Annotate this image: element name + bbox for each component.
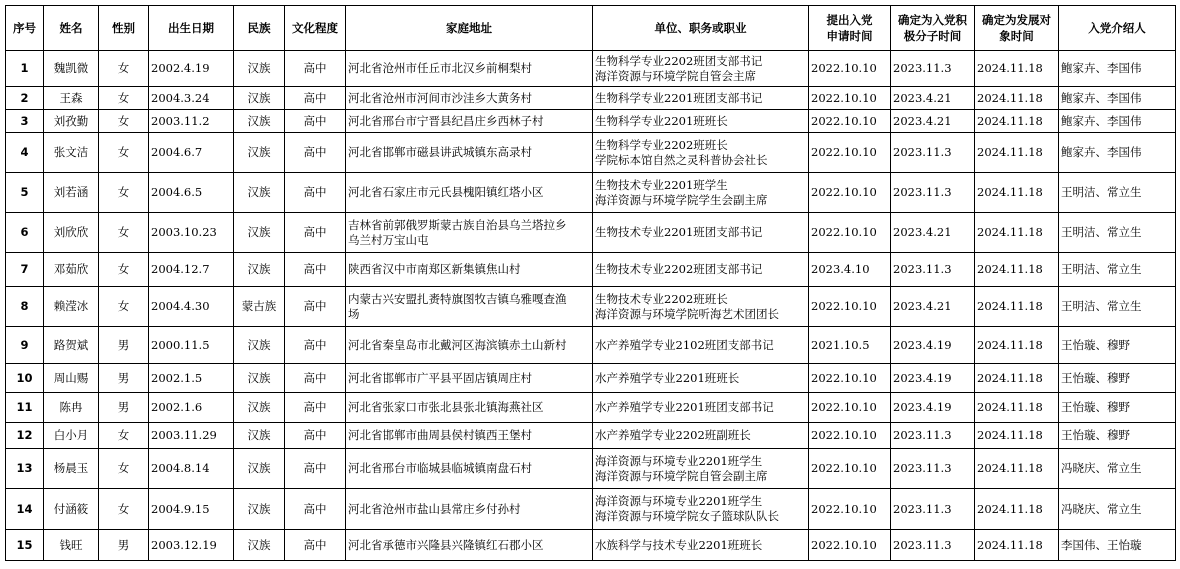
education-cell: 高中 [285,253,346,287]
introducers-cell: 王怡璇、穆野 [1059,423,1176,449]
introducers-cell: 鲍家卉、李国伟 [1059,133,1176,173]
birth-date-cell: 2003.11.29 [149,423,234,449]
position-cell [593,327,809,364]
index-cell: 14 [6,489,44,530]
index-cell: 2 [6,87,44,110]
gender-cell: 女 [99,87,149,110]
birth-date-cell: 2004.3.24 [149,87,234,110]
position-line: 海洋资源与环境学院自管会副主席 [595,468,768,483]
birth-date-cell: 2004.4.30 [149,287,234,327]
application-date-cell: 2022.10.10 [809,51,891,87]
position-line: 海洋资源与环境专业2201班学生 [595,494,763,508]
birth-date-cell: 2004.6.5 [149,173,234,213]
development-date-cell: 2024.11.18 [975,51,1059,87]
header-row [6,6,1176,51]
birth-date-cell: 2004.9.15 [149,489,234,530]
ethnicity-cell: 汉族 [234,393,285,423]
header-activist-date [891,6,975,51]
position-line: 生物技术专业2201班团支部书记 [595,225,763,239]
ethnicity-cell: 汉族 [234,489,285,530]
table-row [6,423,1176,449]
education-cell: 高中 [285,133,346,173]
introducers-cell: 王明洁、常立生 [1059,287,1176,327]
gender-cell: 男 [99,393,149,423]
development-date-cell: 2024.11.18 [975,253,1059,287]
development-date-cell: 2024.11.18 [975,423,1059,449]
ethnicity-cell: 汉族 [234,51,285,87]
table-row [6,449,1176,489]
development-date-cell: 2024.11.18 [975,364,1059,393]
development-date-cell: 2024.11.18 [975,87,1059,110]
application-date-cell: 2023.4.10 [809,253,891,287]
development-date-cell: 2024.11.18 [975,327,1059,364]
header-line: 申请时间 [826,29,873,43]
index-cell: 12 [6,423,44,449]
ethnicity-cell: 汉族 [234,253,285,287]
activist-date-cell: 2023.4.21 [891,87,975,110]
education-cell: 高中 [285,287,346,327]
gender-cell: 女 [99,133,149,173]
index-cell: 15 [6,530,44,561]
education-cell: 高中 [285,489,346,530]
development-date-cell: 2024.11.18 [975,173,1059,213]
application-date-cell: 2022.10.10 [809,489,891,530]
position-cell [593,449,809,489]
birth-date-cell: 2002.1.5 [149,364,234,393]
address-cell [346,423,593,449]
introducers-cell: 冯晓庆、常立生 [1059,449,1176,489]
education-cell: 高中 [285,51,346,87]
position-cell [593,110,809,133]
address-line: 河北省张家口市张北县张北镇海燕社区 [348,400,544,414]
introducers-cell: 鲍家卉、李国伟 [1059,110,1176,133]
position-cell [593,423,809,449]
position-cell [593,87,809,110]
activist-date-cell: 2023.11.3 [891,489,975,530]
table-row [6,393,1176,423]
education-cell: 高中 [285,173,346,213]
header-line: 提出入党 [826,13,873,27]
application-date-cell: 2022.10.10 [809,110,891,133]
position-line: 海洋资源与环境学院听海艺术团团长 [595,306,779,321]
header-line: 确定为发展对 [982,13,1051,27]
index-cell: 13 [6,449,44,489]
position-line: 生物科学专业2202班班长 [595,137,728,152]
header-application-date [809,6,891,51]
application-date-cell: 2022.10.10 [809,287,891,327]
birth-date-cell: 2004.6.7 [149,133,234,173]
application-date-cell: 2022.10.10 [809,173,891,213]
education-cell: 高中 [285,327,346,364]
table-row [6,133,1176,173]
address-line: 河北省沧州市河间市沙洼乡大黄务村 [348,90,532,105]
introducers-cell: 王明洁、常立生 [1059,213,1176,253]
address-line: 河北省邢台市宁晋县纪昌庄乡西林子村 [348,113,544,128]
address-cell [346,253,593,287]
ethnicity-cell: 汉族 [234,449,285,489]
position-line: 水产养殖学专业2202班副班长 [595,428,751,442]
position-cell [593,287,809,327]
index-cell: 5 [6,173,44,213]
position-line: 生物科学专业2202班团支部书记 [595,53,763,68]
gender-cell: 女 [99,213,149,253]
birth-date-cell: 2004.8.14 [149,449,234,489]
table-row [6,253,1176,287]
activist-date-cell: 2023.11.3 [891,449,975,489]
activist-date-cell: 2023.11.3 [891,530,975,561]
activist-date-cell: 2023.4.19 [891,364,975,393]
address-line: 内蒙古兴安盟扎赉特旗图牧吉镇乌雅嘎查渔 [348,291,567,306]
address-cell [346,393,593,423]
header-name: 姓名 [44,6,99,51]
development-date-cell: 2024.11.18 [975,287,1059,327]
table-row [6,51,1176,87]
birth-date-cell: 2002.1.6 [149,393,234,423]
application-date-cell: 2022.10.10 [809,364,891,393]
birth-date-cell: 2004.12.7 [149,253,234,287]
table-row [6,110,1176,133]
header-line: 极分子时间 [903,29,962,43]
header-line: 确定为入党积 [898,13,967,27]
position-cell [593,51,809,87]
table-row [6,213,1176,253]
address-cell [346,213,593,253]
ethnicity-cell: 汉族 [234,364,285,393]
header-introducers: 入党介绍人 [1059,6,1176,51]
address-line: 河北省邯郸市曲周县侯村镇西王堡村 [348,428,532,442]
education-cell: 高中 [285,87,346,110]
position-cell [593,253,809,287]
ethnicity-cell: 汉族 [234,423,285,449]
header-gender: 性别 [99,6,149,51]
position-cell [593,489,809,530]
introducers-cell: 王怡璇、穆野 [1059,364,1176,393]
table-row [6,327,1176,364]
gender-cell: 女 [99,253,149,287]
address-line: 吉林省前郭俄罗斯蒙古族自治县乌兰塔拉乡 [348,217,567,232]
gender-cell: 女 [99,489,149,530]
address-line: 河北省邯郸市磁县讲武城镇东高录村 [348,145,532,159]
position-line: 海洋资源与环境学院学生会副主席 [595,192,768,207]
name-cell: 路贺斌 [44,327,99,364]
address-cell [346,51,593,87]
development-date-cell: 2024.11.18 [975,530,1059,561]
name-cell: 付涵筱 [44,489,99,530]
gender-cell: 女 [99,51,149,87]
position-line: 生物技术专业2202班团支部书记 [595,262,763,276]
header-education: 文化程度 [285,6,346,51]
address-cell [346,173,593,213]
ethnicity-cell: 汉族 [234,173,285,213]
address-line: 河北省邢台市临城县临城镇南盘石村 [348,461,532,475]
birth-date-cell: 2003.11.2 [149,110,234,133]
member-table [5,5,1176,561]
development-date-cell: 2024.11.18 [975,110,1059,133]
address-line: 乌兰村万宝山屯 [348,232,429,247]
activist-date-cell: 2023.4.19 [891,393,975,423]
name-cell: 白小月 [44,423,99,449]
activist-date-cell: 2023.4.19 [891,327,975,364]
development-date-cell: 2024.11.18 [975,213,1059,253]
index-cell: 9 [6,327,44,364]
address-cell [346,530,593,561]
activist-date-cell: 2023.11.3 [891,51,975,87]
application-date-cell: 2022.10.10 [809,449,891,489]
table-row [6,173,1176,213]
position-cell [593,213,809,253]
introducers-cell: 王怡璇、穆野 [1059,327,1176,364]
table-row [6,287,1176,327]
gender-cell: 女 [99,110,149,133]
position-line: 生物技术专业2201班学生 [595,177,728,192]
gender-cell: 女 [99,173,149,213]
application-date-cell: 2021.10.5 [809,327,891,364]
address-line: 河北省沧州市任丘市北汉乡前桐梨村 [348,61,532,75]
position-line: 海洋资源与环境学院自管会主席 [595,68,756,83]
table-row [6,87,1176,110]
activist-date-cell: 2023.11.3 [891,173,975,213]
address-line: 河北省邯郸市广平县平固店镇周庄村 [348,370,532,385]
gender-cell: 男 [99,364,149,393]
application-date-cell: 2022.10.10 [809,133,891,173]
position-line: 生物技术专业2202班班长 [595,291,728,306]
address-cell [346,364,593,393]
gender-cell: 女 [99,449,149,489]
position-line: 生物科学专业2201班班长 [595,113,728,128]
position-line: 水族科学与技术专业2201班班长 [595,537,763,552]
development-date-cell: 2024.11.18 [975,489,1059,530]
name-cell: 杨晨玉 [44,449,99,489]
name-cell: 王森 [44,87,99,110]
gender-cell: 男 [99,530,149,561]
introducers-cell: 王怡璇、穆野 [1059,393,1176,423]
application-date-cell: 2022.10.10 [809,393,891,423]
index-cell: 11 [6,393,44,423]
header-ethnicity: 民族 [234,6,285,51]
application-date-cell: 2022.10.10 [809,423,891,449]
introducers-cell: 鲍家卉、李国伟 [1059,51,1176,87]
name-cell: 魏凯微 [44,51,99,87]
birth-date-cell: 2002.4.19 [149,51,234,87]
address-line: 河北省沧州市盐山县常庄乡付孙村 [348,501,521,516]
address-line: 河北省承德市兴隆县兴隆镇红石郡小区 [348,537,544,552]
ethnicity-cell: 汉族 [234,133,285,173]
position-line: 学院标本馆自然之灵科普协会社长 [595,152,768,167]
name-cell: 邓茹欣 [44,253,99,287]
activist-date-cell: 2023.11.3 [891,133,975,173]
education-cell: 高中 [285,364,346,393]
position-line: 水产养殖学专业2102班团支部书记 [595,337,774,352]
position-line: 水产养殖学专业2201班团支部书记 [595,400,774,414]
index-cell: 3 [6,110,44,133]
introducers-cell: 李国伟、王怡璇 [1059,530,1176,561]
name-cell: 刘孜勤 [44,110,99,133]
development-date-cell: 2024.11.18 [975,393,1059,423]
application-date-cell: 2022.10.10 [809,530,891,561]
gender-cell: 女 [99,287,149,327]
ethnicity-cell: 汉族 [234,213,285,253]
name-cell: 刘欣欣 [44,213,99,253]
position-line: 海洋资源与环境学院女子篮球队队长 [595,509,779,523]
ethnicity-cell: 汉族 [234,530,285,561]
education-cell: 高中 [285,393,346,423]
education-cell: 高中 [285,449,346,489]
name-cell: 赖滢冰 [44,287,99,327]
application-date-cell: 2022.10.10 [809,87,891,110]
position-cell [593,133,809,173]
name-cell: 张文洁 [44,133,99,173]
address-cell [346,133,593,173]
position-line: 水产养殖学专业2201班班长 [595,370,740,385]
name-cell: 周山赐 [44,364,99,393]
index-cell: 8 [6,287,44,327]
header-line: 象时间 [999,29,1034,43]
index-cell: 6 [6,213,44,253]
table-row [6,489,1176,530]
address-cell [346,449,593,489]
position-cell [593,364,809,393]
address-line: 河北省秦皇岛市北戴河区海滨镇赤土山新村 [348,337,567,352]
index-cell: 10 [6,364,44,393]
education-cell: 高中 [285,423,346,449]
introducers-cell: 王明洁、常立生 [1059,173,1176,213]
position-cell [593,530,809,561]
activist-date-cell: 2023.11.3 [891,253,975,287]
development-date-cell: 2024.11.18 [975,133,1059,173]
name-cell: 钱旺 [44,530,99,561]
header-address: 家庭地址 [346,6,593,51]
table-row [6,364,1176,393]
address-cell [346,110,593,133]
name-cell: 刘若涵 [44,173,99,213]
position-cell [593,393,809,423]
introducers-cell: 冯晓庆、常立生 [1059,489,1176,530]
index-cell: 4 [6,133,44,173]
education-cell: 高中 [285,110,346,133]
activist-date-cell: 2023.4.21 [891,110,975,133]
table-row [6,530,1176,561]
header-birth-date: 出生日期 [149,6,234,51]
index-cell: 7 [6,253,44,287]
address-cell [346,489,593,530]
address-line: 场 [348,306,360,321]
address-cell [346,287,593,327]
table-body [6,51,1176,561]
gender-cell: 男 [99,327,149,364]
activist-date-cell: 2023.4.21 [891,213,975,253]
ethnicity-cell: 汉族 [234,327,285,364]
address-line: 陕西省汉中市南郑区新集镇焦山村 [348,262,521,276]
header-position: 单位、职务或职业 [593,6,809,51]
education-cell: 高中 [285,213,346,253]
position-line: 生物科学专业2201班团支部书记 [595,90,763,105]
header-index: 序号 [6,6,44,51]
position-cell [593,173,809,213]
address-cell [346,87,593,110]
birth-date-cell: 2003.10.23 [149,213,234,253]
introducers-cell: 王明洁、常立生 [1059,253,1176,287]
ethnicity-cell: 蒙古族 [234,287,285,327]
ethnicity-cell: 汉族 [234,110,285,133]
index-cell: 1 [6,51,44,87]
ethnicity-cell: 汉族 [234,87,285,110]
birth-date-cell: 2000.11.5 [149,327,234,364]
position-line: 海洋资源与环境专业2201班学生 [595,453,763,468]
address-line: 河北省石家庄市元氏县槐阳镇红塔小区 [348,185,544,199]
activist-date-cell: 2023.4.21 [891,287,975,327]
address-cell [346,327,593,364]
introducers-cell: 鲍家卉、李国伟 [1059,87,1176,110]
application-date-cell: 2022.10.10 [809,213,891,253]
education-cell: 高中 [285,530,346,561]
gender-cell: 女 [99,423,149,449]
development-date-cell: 2024.11.18 [975,449,1059,489]
name-cell: 陈冉 [44,393,99,423]
activist-date-cell: 2023.11.3 [891,423,975,449]
birth-date-cell: 2003.12.19 [149,530,234,561]
header-development-date [975,6,1059,51]
